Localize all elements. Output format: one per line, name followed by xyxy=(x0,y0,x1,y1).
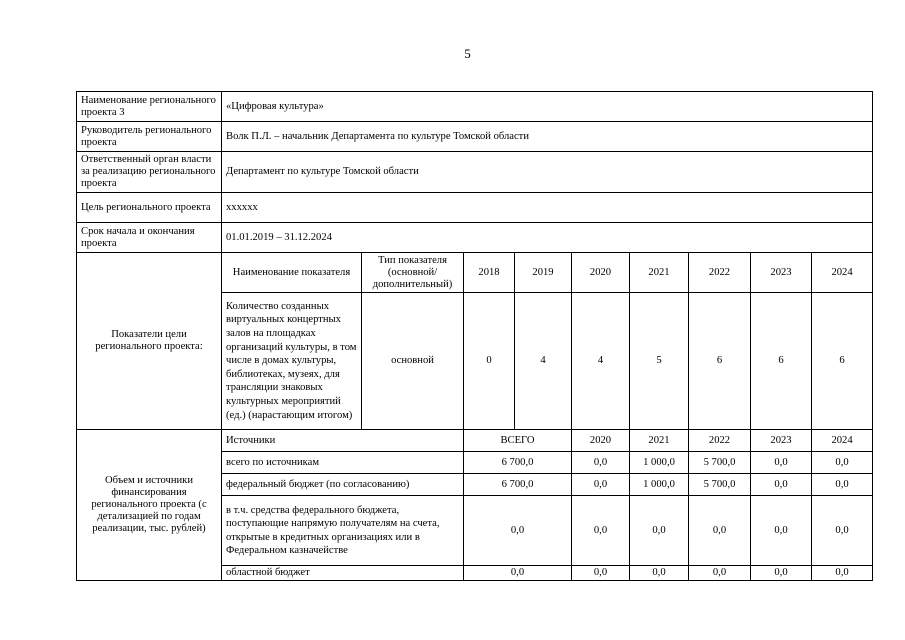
page-number: 5 xyxy=(464,46,471,61)
finance-total-header: ВСЕГО xyxy=(464,430,572,452)
year-header: 2021 xyxy=(630,430,689,452)
indicator-name-header: Наименование показателя xyxy=(222,253,362,293)
finance-value: 5 700,0 xyxy=(689,474,751,496)
finance-total: 0,0 xyxy=(464,496,572,566)
indicator-type-header: Тип показателя (основной/ дополнительный) xyxy=(362,253,464,293)
finance-value: 0,0 xyxy=(812,566,873,581)
year-header: 2024 xyxy=(812,253,873,293)
indicators-header-row xyxy=(77,253,873,293)
header-value: xxxxxx xyxy=(222,193,873,223)
finance-header-row xyxy=(77,430,873,452)
finance-value: 0,0 xyxy=(812,452,873,474)
header-value: Волк П.Л. – начальник Департамента по культуре Томской области xyxy=(222,122,873,152)
year-header: 2019 xyxy=(515,253,572,293)
finance-value: 0,0 xyxy=(630,566,689,581)
finance-total: 0,0 xyxy=(464,566,572,581)
header-value: «Цифровая культура» xyxy=(222,92,873,122)
finance-value: 0,0 xyxy=(572,452,630,474)
finance-value: 0,0 xyxy=(751,496,812,566)
indicators-section-label: Показатели цели регионального проекта: xyxy=(77,253,222,430)
indicator-value: 0 xyxy=(464,293,515,430)
year-header: 2024 xyxy=(812,430,873,452)
header-label: Руководитель регионального проекта xyxy=(77,122,222,152)
year-header: 2021 xyxy=(630,253,689,293)
header-row xyxy=(77,152,873,193)
finance-value: 0,0 xyxy=(689,566,751,581)
indicator-value: 6 xyxy=(689,293,751,430)
finance-source-header: Источники xyxy=(222,430,464,452)
year-header: 2020 xyxy=(572,253,630,293)
header-row xyxy=(77,223,873,253)
finance-value: 0,0 xyxy=(751,474,812,496)
finance-value: 0,0 xyxy=(689,496,751,566)
finance-total: 6 700,0 xyxy=(464,474,572,496)
indicator-value: 4 xyxy=(515,293,572,430)
header-label: Ответственный орган власти за реализацию регионального проекта xyxy=(77,152,222,193)
finance-value: 0,0 xyxy=(572,474,630,496)
finance-value: 1 000,0 xyxy=(630,474,689,496)
indicator-value: 5 xyxy=(630,293,689,430)
year-header: 2023 xyxy=(751,430,812,452)
finance-source: федеральный бюджет (по согласованию) xyxy=(222,474,464,496)
finance-value: 0,0 xyxy=(751,566,812,581)
year-header: 2022 xyxy=(689,253,751,293)
header-label: Срок начала и окончания проекта xyxy=(77,223,222,253)
header-value: 01.01.2019 – 31.12.2024 xyxy=(222,223,873,253)
finance-total: 6 700,0 xyxy=(464,452,572,474)
finance-value: 0,0 xyxy=(572,496,630,566)
indicator-type: основной xyxy=(362,293,464,430)
finance-source: всего по источникам xyxy=(222,452,464,474)
indicator-name: Количество созданных виртуальных концертных залов на площадках организаций культуры, в том числе в домах культуры, библиотеках, музеях, для трансляции знаковых культурных мероприятий (ед.) (нарастающим итогом) xyxy=(222,293,362,430)
finance-source: в т.ч. средства федерального бюджета, поступающие напрямую получателям на счета, открытые в кредитных организациях или в Федеральном казначействе xyxy=(222,496,464,566)
header-label: Наименование регионального проекта 3 xyxy=(77,92,222,122)
regional-project-table xyxy=(76,91,873,581)
header-row xyxy=(77,122,873,152)
finance-value: 0,0 xyxy=(812,496,873,566)
year-header: 2023 xyxy=(751,253,812,293)
header-label: Цель регионального проекта xyxy=(77,193,222,223)
finance-value: 0,0 xyxy=(812,474,873,496)
finance-value: 5 700,0 xyxy=(689,452,751,474)
finance-value: 0,0 xyxy=(630,496,689,566)
year-header: 2020 xyxy=(572,430,630,452)
finance-source: областной бюджет xyxy=(222,566,464,581)
finance-value: 1 000,0 xyxy=(630,452,689,474)
finance-value: 0,0 xyxy=(572,566,630,581)
header-row xyxy=(77,92,873,122)
year-header: 2022 xyxy=(689,430,751,452)
finance-section-label: Объем и источники финансирования регионального проекта (с детализацией по годам реализации, тыс. рублей) xyxy=(77,430,222,581)
header-row xyxy=(77,193,873,223)
header-value: Департамент по культуре Томской области xyxy=(222,152,873,193)
finance-value: 0,0 xyxy=(751,452,812,474)
indicator-value: 6 xyxy=(812,293,873,430)
indicator-value: 6 xyxy=(751,293,812,430)
year-header: 2018 xyxy=(464,253,515,293)
indicator-value: 4 xyxy=(572,293,630,430)
